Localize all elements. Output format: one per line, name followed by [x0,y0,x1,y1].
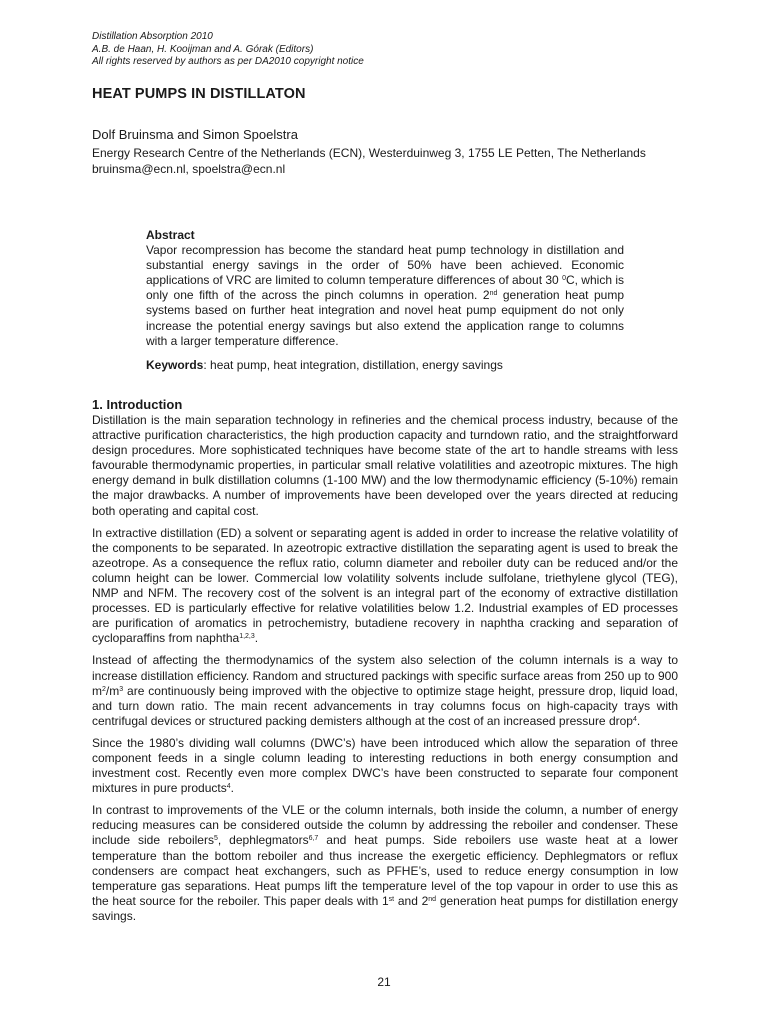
paragraph-1: Distillation is the main separation technology in refineries and the chemical process industry, because of the attractive purification characteristics, the high production capacity and turndown ratio, and the straightforward design procedures. More sophisticated techniques have become state of the art to handle streams with less favourable thermodynamic properties, in particular small relative volatilities and azeotropic mixtures. The high energy demand in bulk distillation columns (1-100 MW) and the low thermodynamic efficiency (5-10%) remain the major drawbacks. A number of improvements have been developed over the years directed at reducing both operating and capital cost. [92,413,678,518]
header-conference: Distillation Absorption 2010 [92,31,213,42]
header-editors: A.B. de Haan, H. Kooijman and A. Górak (Editors) [92,43,314,55]
section-heading: 1. Introduction [92,397,183,412]
affiliation: Energy Research Centre of the Netherlands (ECN), Westerduinweg 3, 1755 LE Petten, The Netherlands [92,146,646,160]
author-emails: bruinsma@ecn.nl, spoelstra@ecn.nl [92,161,286,176]
abstract-text: Vapor recompression has become the standard heat pump technology in distillation and substantial energy savings in the order of 50% have been achieved. Economic applications of VRC are limited to column temperature differences of about 30 $^0$C, which is only one fifth of the across the pinch columns in operation. 2nd generation heat pump systems based on further heat integration and novel heat pump equipment do not only increase the potential energy savings but also extend the application range to columns with a larger temperature difference. [146,243,624,348]
introduction-section [92,397,678,931]
page-number: 21 [377,975,391,989]
affiliation-block [92,146,652,177]
paragraph-4: Since the 1980’s dividing wall columns (DWC’s) have been introduced which allow the separation of three component feeds in a single column leading to interesting reductions in both energy consumption and investment cost. Recently even more complex DWC’s have been constructed to separate four component mixtures in pure products$^4$. [92,735,678,796]
paper-authors: Dolf Bruinsma and Simon Spoelstra [92,127,298,142]
keywords-text: : heat pump, heat integration, distillation, energy savings [203,357,503,372]
abstract-heading: Abstract [146,228,195,242]
keywords-label: Keywords [146,357,204,372]
proceedings-header [92,31,364,69]
paragraph-3: Instead of affecting the thermodynamics of the system also selection of the column internals is a way to increase distillation efficiency. Random and structured packings with specific surface areas from 250 up to 900 $m^2/m^3$ are continuously being improved with the objective to optimize stage height, pressure drop, liquid load, and turn down ratio. The main recent advancements in tray columns focus on high-capacity trays with centrifugal devices or structured packing demisters although at the cost of an increased pressure drop$^4$. [92,653,678,728]
abstract-block [146,228,624,373]
keywords-line [146,358,624,373]
paragraph-2: In extractive distillation (ED) a solvent or separating agent is added in order to increase the relative volatility of the components to be separated. In azeotropic extractive distillation the separating agent is used to break the azeotrope. As a consequence the reflux ratio, column diameter and reboiler duty can be reduced and/or the column height can be lower. Commercial low volatility solvents include sulfolane, triethylene glycol (TEG), NMP and NFM. The recovery cost of the solvent is an integral part of the economy of extractive distillation processes. ED is particularly effective for relative volatilities below 1.2. Industrial examples of ED processes are purification of aromatics in petrochemistry, butadiene recovery in naphtha cracking and separation of cycloparaffins from naphtha$^{1,2,3}$. [92,525,678,646]
paper-title: HEAT PUMPS IN DISTILLATON [92,86,306,102]
header-copyright: All rights reserved by authors as per DA2010 copyright notice [92,56,364,67]
paragraph-5: In contrast to improvements of the VLE or the column internals, both inside the column, a number of energy reducing measures can be considered outside the column by addressing the reboiler and condenser. These include side reboilers$^5$, dephlegmators$^{6,7}$ and heat pumps. Side reboilers use waste heat at a lower temperature than the bottom reboiler and thus increase the exergetic efficiency. Dephlegmators or reflux condensers are compact heat exchangers, such as PFHE’s, used to reduce energy consumption in low temperature gas separations. Heat pumps lift the temperature level of the top vapour in order to use this as the heat source for the reboiler. This paper deals with 1st and 2nd generation heat pumps for distillation energy savings. [92,803,678,923]
